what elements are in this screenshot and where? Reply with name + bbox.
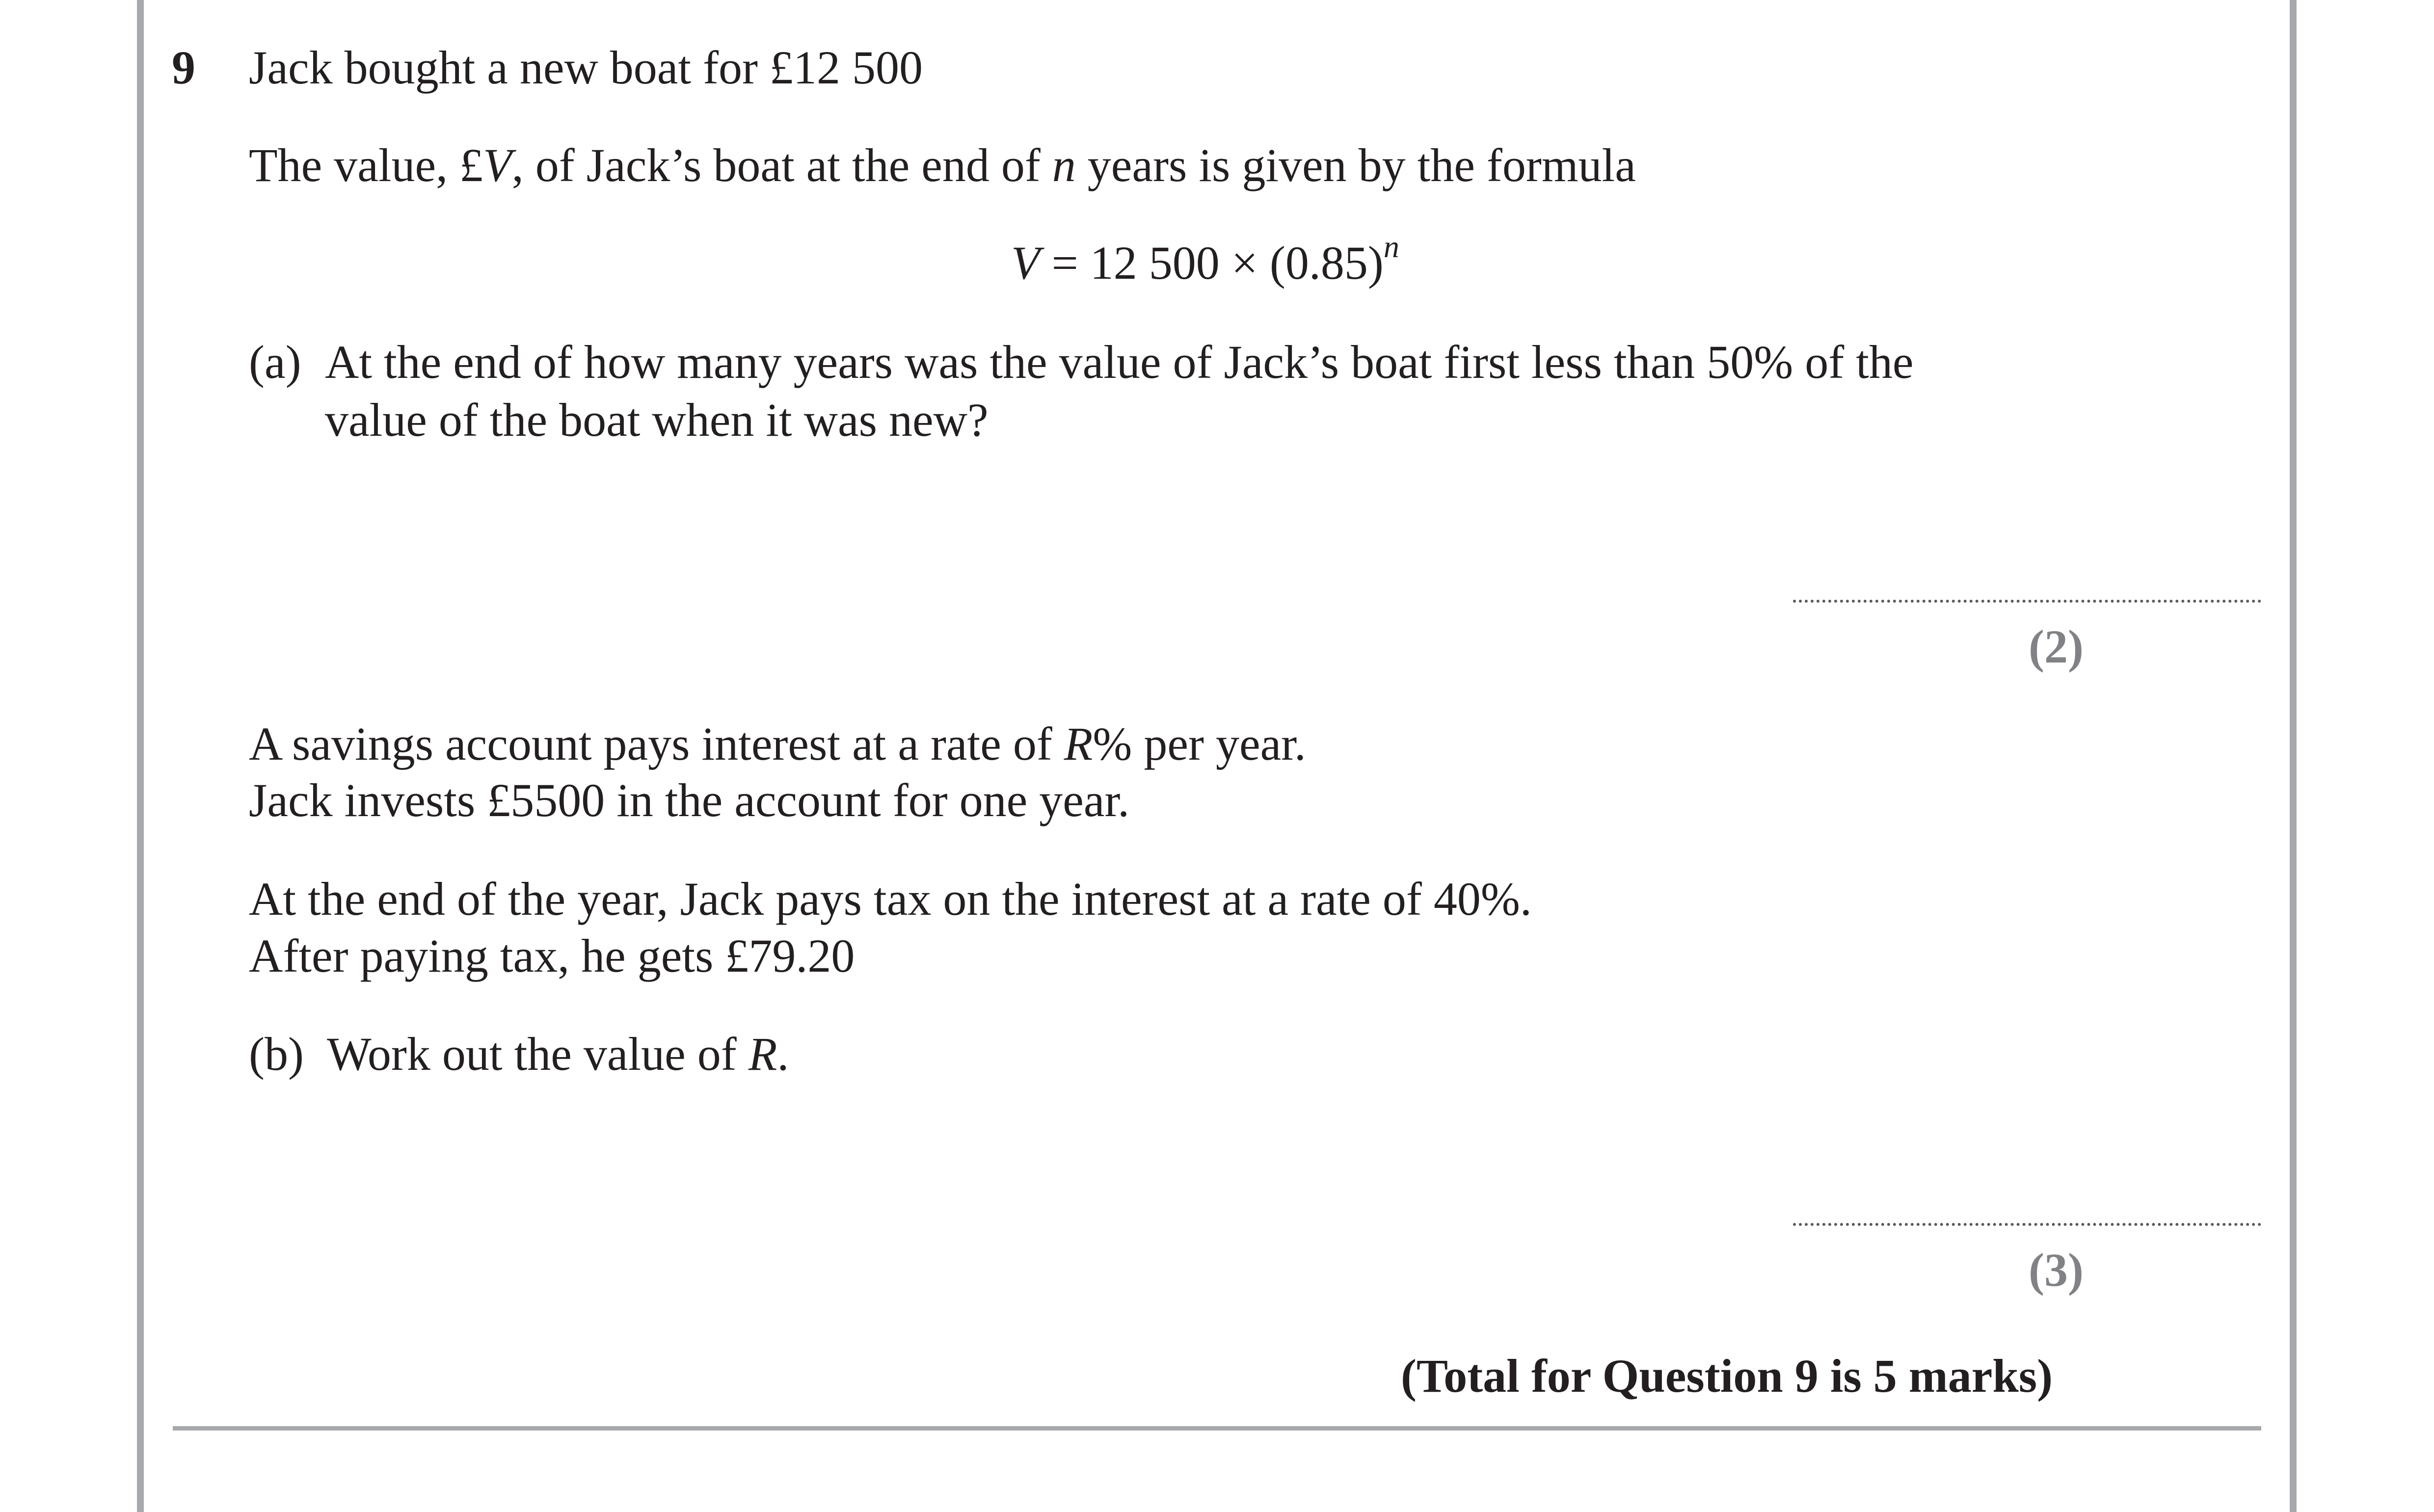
formula-rhs: = 12 500 × (0.85): [1040, 237, 1384, 289]
savings-line1: [249, 716, 1306, 772]
savings-line2: Jack invests £5500 in the account for one year.: [249, 774, 1130, 826]
answer-line-b[interactable]: [1793, 1223, 2261, 1226]
answer-line-a[interactable]: [1793, 600, 2261, 603]
formula-intro-part2: , of Jack’s boat at the end of: [511, 139, 1052, 191]
part-b-text-post: .: [777, 1028, 789, 1080]
part-b-text: [327, 1026, 789, 1083]
part-b-text-pre: Work out the value of: [327, 1028, 749, 1080]
formula-intro-part3: years is given by the formula: [1075, 139, 1636, 191]
savings-line4: After paying tax, he gets £79.20: [249, 929, 855, 982]
question-divider: [173, 1426, 2261, 1431]
savings-line1-var: R: [1064, 717, 1093, 770]
savings-line1-pre: A savings account pays interest at a rate of: [249, 717, 1064, 770]
question-intro: Jack bought a new boat for £12 500: [249, 41, 923, 94]
part-b-label: (b): [249, 1028, 304, 1080]
part-b-var: R: [748, 1028, 777, 1080]
question-total: (Total for Question 9 is 5 marks): [1401, 1350, 2053, 1402]
formula-lhs: V: [1011, 237, 1040, 289]
formula-intro-var-n: n: [1052, 139, 1076, 191]
part-a-marks: (2): [2029, 620, 2084, 673]
part-a-line1: At the end of how many years was the value of Jack’s boat first less than 50% of the: [325, 336, 1914, 388]
question-number: 9: [172, 41, 195, 94]
right-page-border: [2290, 0, 2297, 1512]
formula-intro-part1: The value, £: [249, 139, 483, 191]
savings-line3: At the end of the year, Jack pays tax on the interest at a rate of 40%.: [249, 873, 1532, 925]
part-a-label: (a): [249, 336, 301, 388]
formula-intro-var-v: V: [483, 139, 512, 191]
formula-intro: [249, 137, 1636, 194]
formula: [1011, 229, 1399, 297]
part-a-line2: value of the boat when it was new?: [325, 394, 989, 446]
formula-exponent: n: [1383, 229, 1399, 264]
savings-line1-post: % per year.: [1093, 717, 1306, 770]
left-page-border: [137, 0, 144, 1512]
part-b-marks: (3): [2029, 1244, 2084, 1296]
